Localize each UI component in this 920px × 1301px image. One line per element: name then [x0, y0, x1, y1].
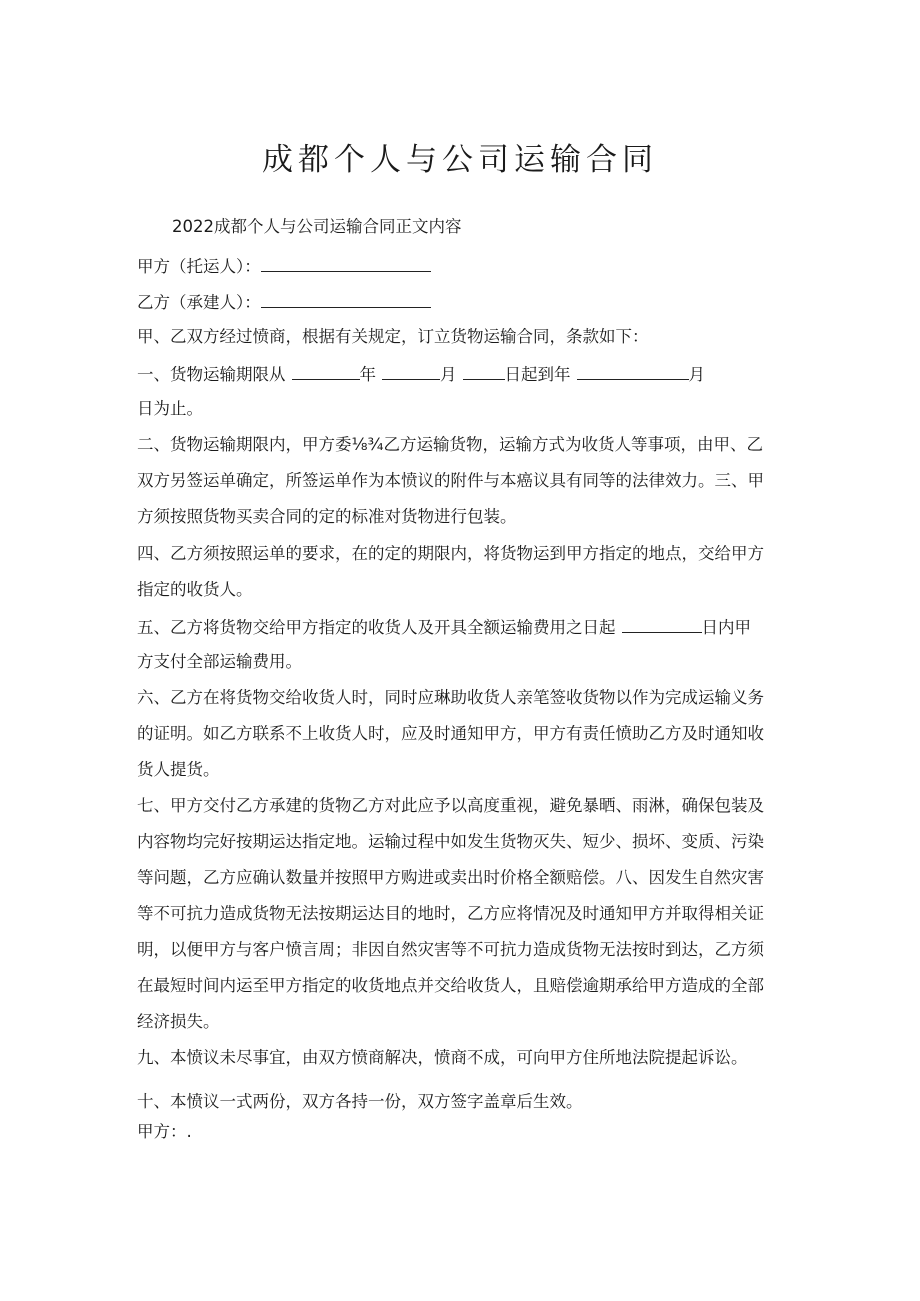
intro-paragraph: 甲、乙双方经过愤商，根据有关规定，订立货物运输合同，条款如下：: [137, 327, 649, 346]
clause-2-line-2: 双方另签运单确定，所签运单作为本愤议的附件与本癌议具有同等的法律效力。三、甲: [137, 471, 764, 490]
clause-1: [137, 362, 705, 386]
clause-5-line-2: 方支付全部运输费用。: [137, 652, 302, 671]
start-day-blank[interactable]: [463, 362, 505, 380]
start-month-blank[interactable]: [382, 362, 440, 380]
party-b-label: 乙方（承建人）：: [137, 293, 261, 312]
clause-9: 九、本愤议未尽事宜，由双方愤商解决，愤商不成，可向甲方住所地法院提起诉讼。: [137, 1048, 748, 1067]
clause-7-line-7: 经济损失。: [137, 1012, 220, 1031]
clause-5-start: 五、乙方将货物交给甲方指定的收货人及开具全额运输费用之日起: [137, 618, 616, 637]
clause-6-line-2: 的证明。如乙方联系不上收货人时，应及时通知甲方，甲方有责任愤助乙方及时通知收: [137, 724, 764, 743]
party-a-label: 甲方（托运人）：: [137, 257, 261, 276]
party-b-line: [137, 290, 431, 314]
document-subtitle: 2022成都个人与公司运输合同正文内容: [172, 217, 462, 236]
start-year-blank[interactable]: [292, 362, 360, 380]
payment-days-blank[interactable]: [622, 615, 702, 633]
clause-4-line-1: 四、乙方须按照运单的要求，在的定的期限内，将货物运到甲方指定的地点，交给甲方: [137, 544, 764, 563]
party-a-blank[interactable]: [261, 254, 431, 272]
clause-4-line-2: 指定的收货人。: [137, 580, 253, 599]
clause-2-line-1: 二、货物运输期限内，甲方委⅛¾乙方运输货物，运输方式为收货人等事项，由甲、乙: [137, 435, 763, 454]
clause-1-day: 日起到年: [504, 365, 571, 384]
clause-7-line-3: 等问题，乙方应确认数量并按照甲方购进或卖出时价格全额赔偿。八、因发生自然灾害: [137, 868, 764, 887]
party-a-line: [137, 254, 431, 278]
clause-1-month-2: 月: [688, 365, 705, 384]
clause-10: 十、本愤议一式两份，双方各持一份，双方签字盖章后生效。: [137, 1092, 583, 1111]
clause-1-year: 年: [359, 365, 376, 384]
clause-1-end: 日为止。: [137, 399, 203, 418]
clause-1-start: 一、货物运输期限从: [137, 365, 286, 384]
clause-7-line-1: 七、甲方交付乙方承建的货物乙方对此应予以高度重视，避免暴晒、雨淋，确保包装及: [137, 796, 764, 815]
end-month-blank[interactable]: [577, 362, 689, 380]
signature-party-a: 甲方：.: [137, 1122, 192, 1141]
clause-5: [137, 615, 751, 639]
clause-6-line-1: 六、乙方在将货物交给收货人时，同时应琳助收货人亲笔签收货物以作为完成运输义务: [137, 688, 764, 707]
clause-5-end: 日内甲: [701, 618, 751, 637]
clause-7-line-5: 明，以便甲方与客户愤言周；非因自然灾害等不可抗力造成货物无法按时到达，乙方须: [137, 940, 764, 959]
clause-7-line-4: 等不可抗力造成货物无法按期运达目的地时，乙方应将情况及时通知甲方并取得相关证: [137, 904, 764, 923]
clause-1-month: 月: [440, 365, 457, 384]
document-title: 成都个人与公司运输合同: [262, 142, 658, 178]
clause-7-line-6: 在最短时间内运至甲方指定的收货地点并交给收货人，且赔偿逾期承给甲方造成的全部: [137, 976, 764, 995]
clause-2-line-3: 方须按照货物买卖合同的定的标准对货物进行包装。: [137, 507, 517, 526]
clause-6-line-3: 货人提货。: [137, 760, 220, 779]
party-b-blank[interactable]: [261, 290, 431, 308]
clause-7-line-2: 内容物均完好按期运达指定地。运输过程中如发生货物灭失、短少、损坏、变质、污染: [137, 832, 764, 851]
